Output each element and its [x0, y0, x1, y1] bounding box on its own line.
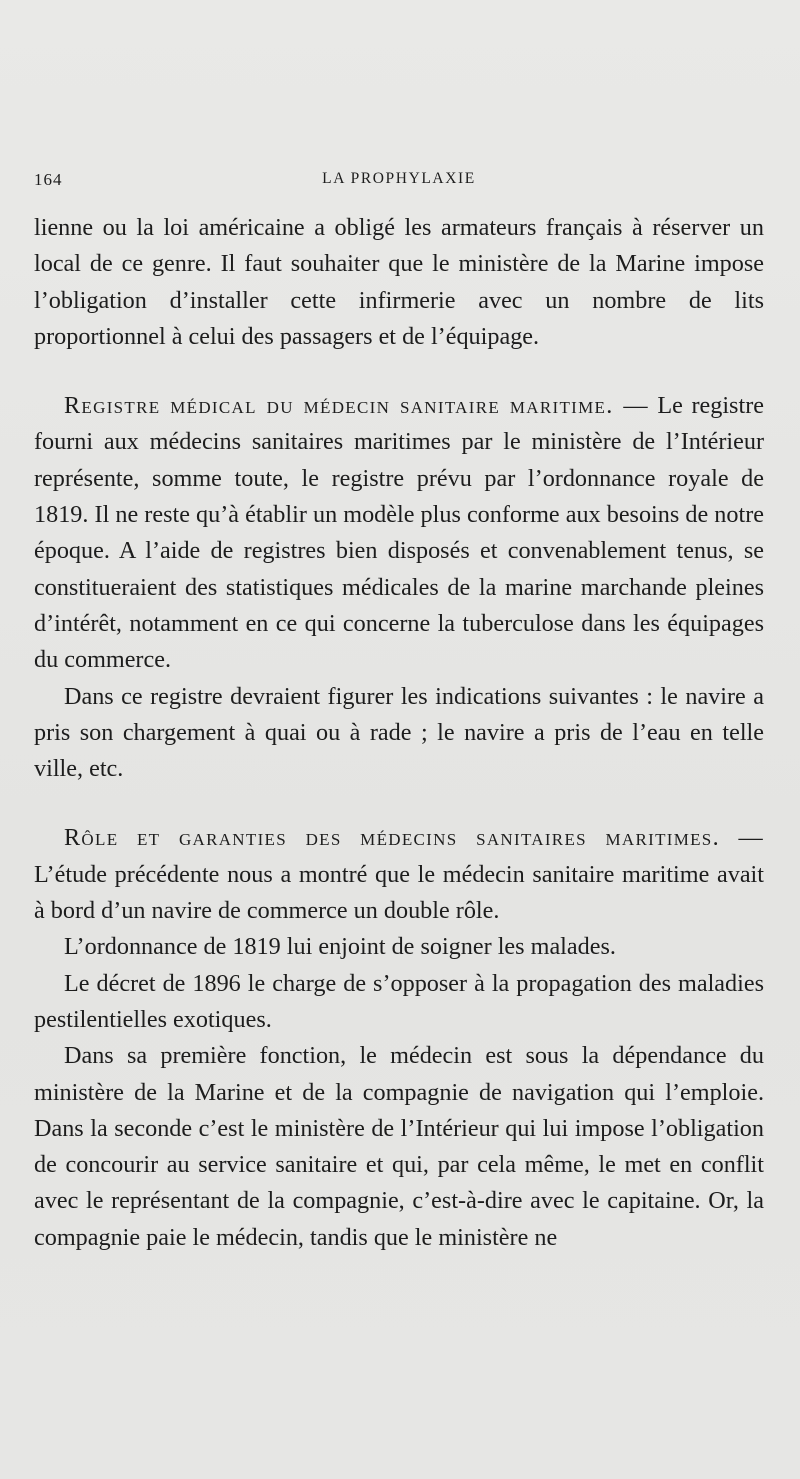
body-text	[34, 210, 764, 1256]
running-title: LA PROPHYLAXIE	[322, 170, 476, 187]
page-number: 164	[34, 170, 63, 189]
page-header	[34, 170, 764, 194]
section-registre	[34, 388, 764, 678]
section-text-role: L’étude précédente nous a montré que le médecin sanitaire maritime avait à bord d’un navire de commerce un double rôle.	[34, 860, 764, 925]
paragraph-continued: lienne ou la loi américaine a obligé les armateurs français à réserver un local de ce genre. Il faut souhaiter que le ministère de la Marine impose l’obligation d’installer cette infirmerie avec un nombre de lits proportionnel à celui des passagers et de l’équipage.	[34, 214, 764, 350]
paragraph-indications: Dans ce registre devraient figurer les indications suivantes : le navire a pris son chargement à quai ou à rade ; le navire a pris de l’eau en telle ville, etc.	[34, 682, 764, 783]
paragraph-ordonnance: L’ordonnance de 1819 lui enjoint de soigner les malades.	[64, 933, 616, 961]
paragraph-fonction: Dans sa première fonction, le médecin est sous la dépendance du ministère de la Marine et de la compagnie de navigation qui l’emploie. Dans la seconde c’est le ministère de l’Intérieur qui lui impose l’obligation de concourir au service sanitaire et qui, par cela même, le met en conflit avec le représentant de la compagnie, c’est-à-dire avec le capitaine. Or, la compagnie paie le médecin, tandis que le ministère ne	[34, 1042, 764, 1251]
section-role	[34, 820, 764, 929]
section-text-registre: Le registre fourni aux médecins sanitaires maritimes par le ministère de l’Intérieur représente, somme toute, le registre prévu par l’ordonnance royale de 1819. Il ne reste qu’à établir un modèle plus conforme aux besoins de notre époque. A l’aide de registres bien disposés et convenablement tenus, se constitueraient des statistiques médicales de la marine marchande pleines d’intérêt, notamment en ce qui concerne la tuberculose dans les équipages du commerce.	[34, 392, 764, 674]
paragraph-decret: Le décret de 1896 le charge de s’opposer à la propagation des maladies pestilentielles exotiques.	[34, 969, 764, 1033]
section-heading-registre: Registre médical du médecin sanitaire maritime. —	[64, 392, 649, 420]
section-heading-role: Rôle et garanties des médecins sanitaires maritimes. —	[64, 824, 764, 852]
